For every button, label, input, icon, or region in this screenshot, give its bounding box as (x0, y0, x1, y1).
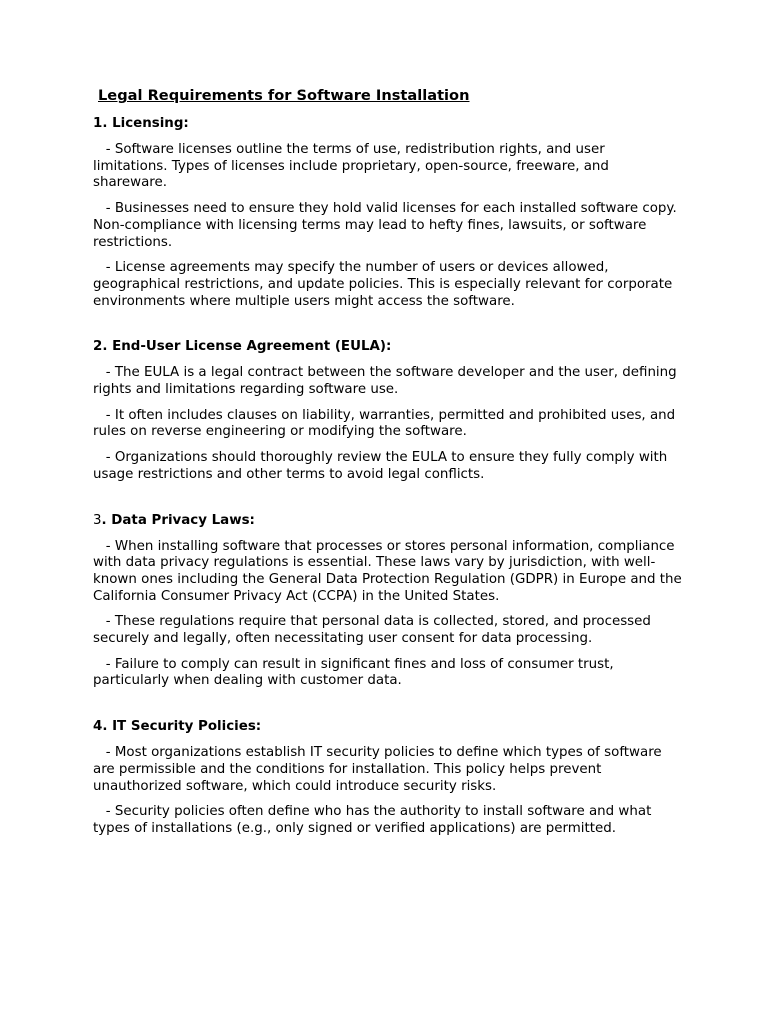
section-data-privacy (93, 511, 687, 691)
paragraph: - The EULA is a legal contract between the software developer and the user, defining rights and limitations regarding software use. (93, 365, 681, 398)
paragraph: - These regulations require that personal data is collected, stored, and processed securely and legally, often necessitating user consent for data processing. (93, 614, 656, 647)
section-licensing (93, 114, 683, 310)
section-heading: 2. End-User License Agreement (EULA): (93, 339, 392, 355)
paragraph: - Most organizations establish IT security policies to define which types of software are permissible and the conditions for installation. This policy helps prevent unauthorized software, which could introduce security risks. (93, 745, 666, 794)
paragraph: - License agreements may specify the number of users or devices allowed, geographical restrictions, and update policies. This is especially relevant for corporate environments where multiple users might access the software. (93, 260, 677, 309)
section-it-security (93, 717, 683, 838)
section-heading-number: 3 (93, 512, 102, 528)
section-heading-text: . Data Privacy Laws: (101, 512, 255, 528)
paragraph: - Security policies often define who has the authority to install software and what types of installations (e.g., only signed or verified applications) are permitted. (93, 804, 656, 836)
paragraph: - Failure to comply can result in significant fines and loss of consumer trust, particularly when dealing with customer data. (93, 656, 618, 689)
document-page (93, 86, 687, 847)
section-heading: 1. Licensing: (93, 116, 189, 131)
section-heading (93, 511, 683, 530)
paragraph: - Businesses need to ensure they hold valid licenses for each installed software copy. Non-compliance with licensing terms may lead to hefty fines, lawsuits, or software restrictions. (93, 201, 681, 250)
paragraph: - It often includes clauses on liability, warranties, permitted and prohibited uses, and rules on reverse engineering or modifying the software. (93, 407, 680, 440)
paragraph: - Organizations should thoroughly review the EULA to ensure they fully comply with usage restrictions and other terms to avoid legal conflicts. (93, 450, 672, 482)
paragraph: - Software licenses outline the terms of use, redistribution rights, and user limitations. Types of licenses include proprietary, open-source, freeware, and shareware. (93, 142, 614, 191)
paragraph: - When installing software that processes or stores personal information, compliance with data privacy regulations is essential. These laws vary by jurisdiction, with well-known ones including the General Data Protection Regulation (GDPR) in Europe and the California Consumer Privacy Act (CCPA) in the United States. (93, 538, 687, 604)
section-eula (93, 337, 683, 483)
section-heading: 4. IT Security Policies: (93, 719, 262, 735)
document-title: Legal Requirements for Software Installation (98, 87, 470, 104)
